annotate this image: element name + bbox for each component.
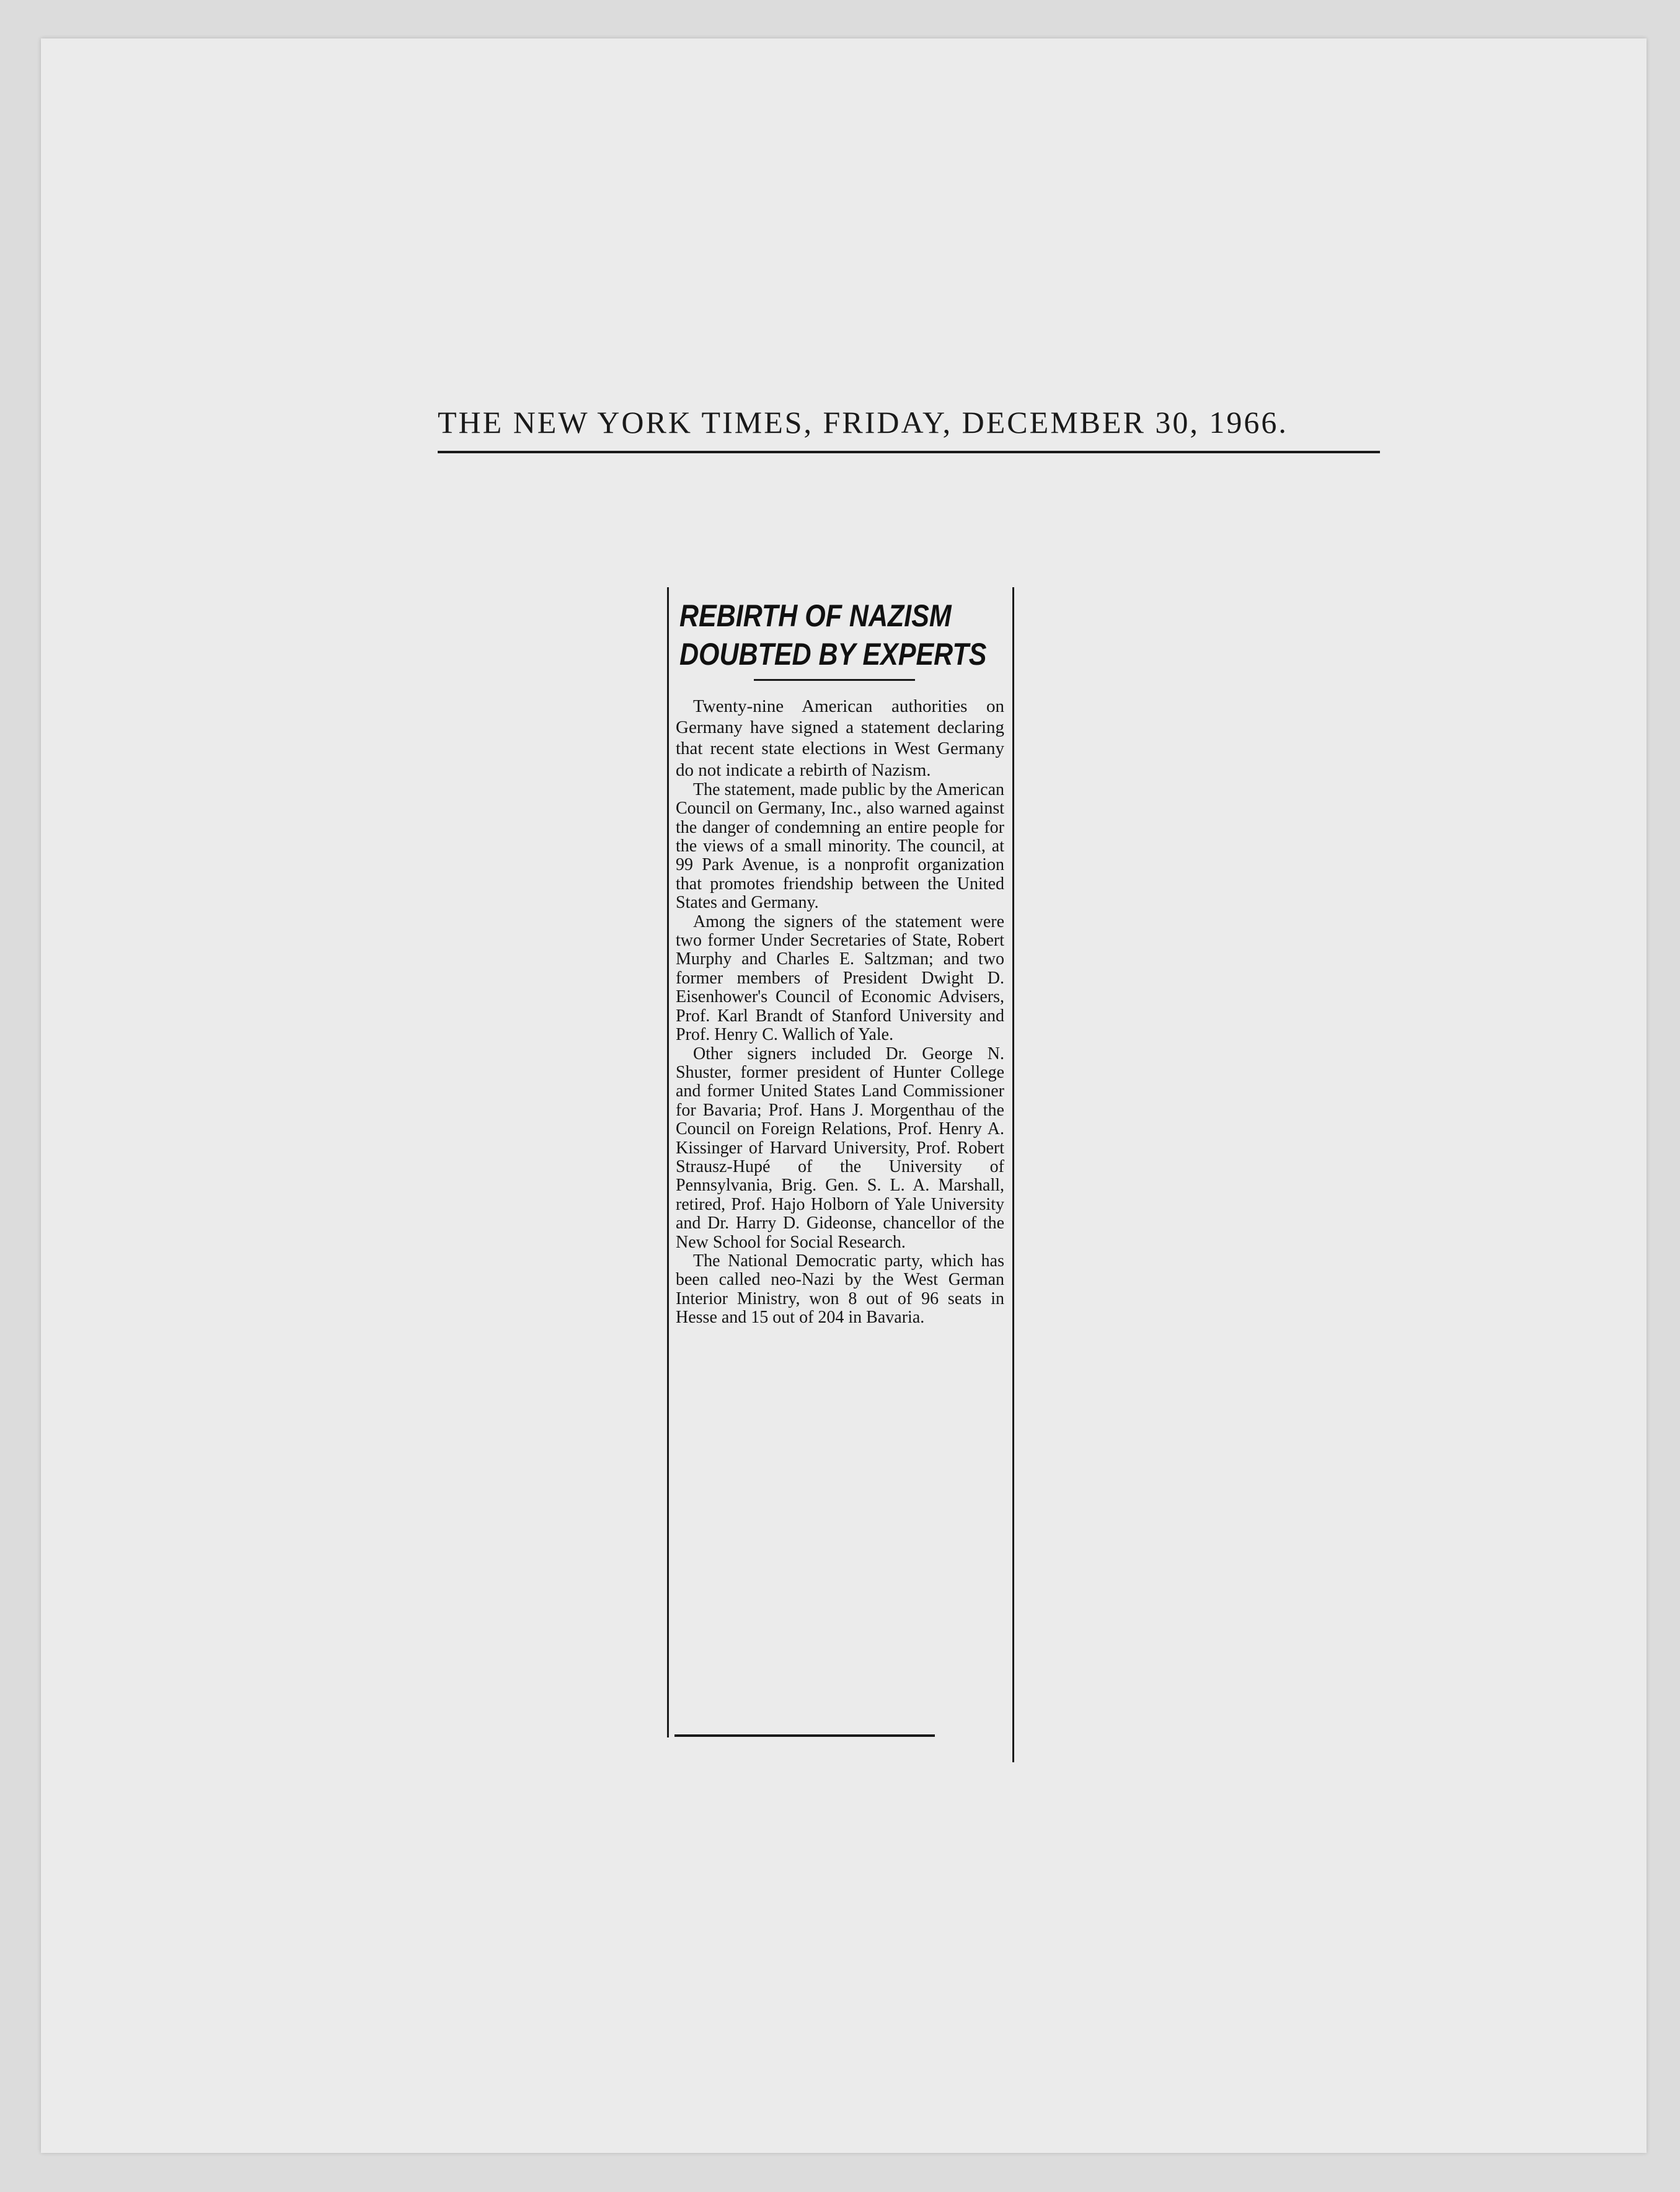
masthead-dateline: THE NEW YORK TIMES, FRIDAY, DECEMBER 30, 1966. bbox=[438, 405, 1288, 440]
newspaper-clipping bbox=[667, 550, 1014, 1772]
newspaper-masthead bbox=[438, 398, 1380, 466]
article-paragraph: Other signers included Dr. George N. Shuster, former president of Hunter College and former United States Land Commissioner for Bavaria; Prof. Hans J. Morgenthau of the Council on Foreign Relations, Prof. Henry A. Kissinger of Harvard University, Prof. Robert Strausz-Hupé of the University of Pennsylvania, Brig. Gen. S. L. A. Marshall, retired, Prof. Hajo Holborn of Yale University and Dr. Harry D. Gideonse, chancellor of the New School for Social Research. bbox=[676, 1044, 1004, 1252]
article-headline bbox=[679, 597, 987, 673]
article-paragraph: Twenty-nine American authorities on Germany have signed a statement declaring that recent state elections in West Germany do not indicate a rebirth of Nazism. bbox=[676, 696, 1004, 780]
article-paragraph: The statement, made public by the American Council on Germany, Inc., also warned against the danger of condemning an entire people for the views of a small minority. The council, at 99 Park Avenue, is a nonprofit organization that promotes friendship between the United States and Germany. bbox=[676, 779, 1004, 913]
column-rule-left bbox=[667, 587, 669, 1737]
article-paragraph: Among the signers of the statement were two former Under Secretaries of State, Robert Murphy and Charles E. Saltzman; and two former members of President Dwight D. Eisenhower's Council of Economic Advisers, Prof. Karl Brandt of Stanford University and Prof. Henry C. Wallich of Yale. bbox=[676, 912, 1004, 1045]
headline-line-2: DOUBTED BY EXPERTS bbox=[679, 637, 987, 672]
article-end-rule bbox=[674, 1734, 935, 1737]
article-paragraph: The National Democratic party, which has been called neo-Nazi by the West German Interior Ministry, won 8 out of 96 seats in Hesse and 15 out of 204 in Bavaria. bbox=[676, 1251, 1004, 1328]
headline-line-1: REBIRTH OF NAZISM bbox=[679, 598, 952, 633]
headline-rule bbox=[754, 679, 915, 681]
paper-sheet bbox=[41, 38, 1647, 2153]
column-rule-right bbox=[1012, 587, 1014, 1762]
article-body bbox=[676, 696, 1004, 1328]
masthead-rule bbox=[438, 451, 1380, 453]
